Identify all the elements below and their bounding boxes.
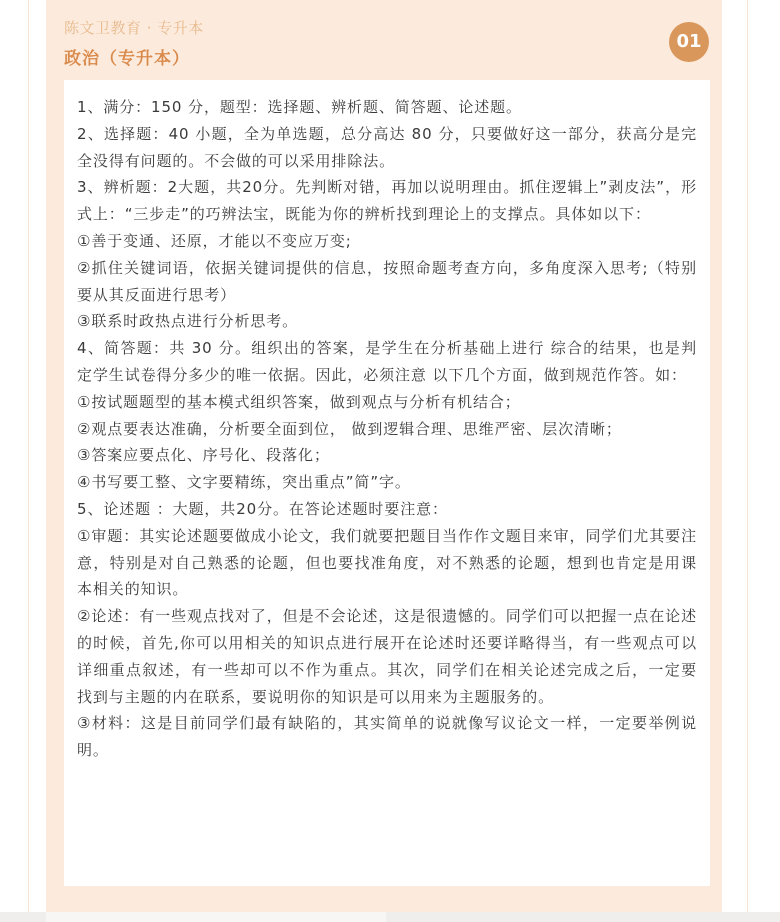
paragraph: ③材料：这是目前同学们最有缺陷的，其实简单的说就像写议论文一样，一定要举例说明。 [77, 714, 697, 760]
paragraph: ②观点要表达准确，分析要全面到位， 做到逻辑合理、思维严密、层次清晰； [77, 419, 622, 438]
paragraph: ③答案应要点化、序号化、段落化； [77, 446, 330, 465]
paragraph: 1、满分：150 分，题型：选择题、辨析题、简答题、论述题。 [77, 98, 522, 116]
article-card [46, 0, 722, 912]
section-number-badge: 01 [669, 22, 709, 62]
paragraph: ①善于变通、还原，才能以不变应万变; [77, 231, 352, 250]
paragraph: ②抓住关键词语，依据关键词提供的信息，按照命题考查方向，多角度深入思考;（特别要从其反面进行思考） [77, 258, 697, 304]
brand-label: 陈文卫教育 · 专升本 [64, 19, 204, 37]
paragraph: 3、辨析题：2大题，共20分。先判断对错，再加以说明理由。抓住逻辑上”剥皮法”，形式上：“三步走”的巧辨法宝，既能为你的辨析找到理论上的支撑点。具体如以下： [77, 178, 697, 224]
paragraph: ③联系时政热点进行分析思考。 [77, 312, 299, 331]
paragraph: ④书写要工整、文字要精练，突出重点”简”字。 [77, 473, 411, 492]
bottom-bar-segment [46, 912, 386, 922]
paragraph: 2、选择题：40 小题，全为单选题，总分高达 80 分，只要做好这一部分，获高分是完全没得有问题的。不会做的可以采用排除法。 [77, 124, 697, 170]
paragraph: 4、简答题：共 30 分。组织出的答案，是学生在分析基础上进行 综合的结果，也是判定学生试卷得分多少的唯一依据。因此，必须注意 以下几个方面，做到规范作答。如： [77, 339, 697, 384]
paragraph: ①审题：其实论述题要做成小论文，我们就要把题目当作作文题目来审，同学们尤其要注意，特别是对自己熟悉的论题，但也要找准角度，对不熟悉的论题，想到也肯定是用课本相关的知识。 [77, 526, 697, 599]
paragraph: ①按试题题型的基本模式组织答案，做到观点与分析有机结合； [77, 392, 521, 411]
section-title: 政治（专升本） [64, 49, 190, 69]
paragraph: ②论述：有一些观点找对了，但是不会论述，这是很遗憾的。同学们可以把握一点在论述的时候，首先,你可以用相关的知识点进行展开在论述时还要详略得当，有一些观点可以详细重点叙述，有一些却可以不作为重点。其次，同学们在相关论述完成之后，一定要找到与主题的内在联系，要说明你的知识是可以用来为主题服务的。 [77, 607, 697, 706]
content-box [64, 80, 710, 886]
paragraph: 5、论述题 ：大题，共20分。在答论述题时要注意： [77, 499, 448, 518]
